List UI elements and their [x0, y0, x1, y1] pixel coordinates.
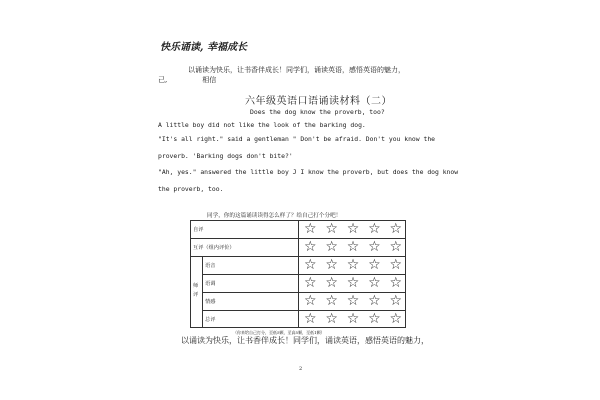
intro-line-1: 以诵读为快乐，让书香伴成长！同学们，诵读英语，感悟英语的魅力， — [188, 66, 405, 74]
star-icon[interactable]: ☆ — [346, 311, 360, 327]
page-number: 2 — [299, 366, 303, 372]
star-icon[interactable]: ☆ — [389, 311, 402, 327]
star-icon[interactable]: ☆ — [346, 221, 360, 237]
english-line-2: "It's all right." said a gentleman " Don't be afraid. Don't you know the — [158, 135, 436, 143]
star-row-overall — [304, 312, 402, 326]
table-caption: 同学，你的这篇诵读读得怎么样了？给自己打个分吧！ — [207, 213, 342, 219]
english-line-5: the proverb, too. — [158, 185, 224, 193]
slogan-bottom: 以诵读为快乐，让书香伴成长！同学们，诵读英语，感悟英语的魅力， — [181, 336, 429, 345]
star-row-emotion — [304, 294, 402, 308]
star-icon[interactable]: ☆ — [368, 293, 381, 309]
table-footnote: （你来给自己打分，至低5颗，至高5颗，至低1颗） — [233, 330, 325, 335]
intro-line-2: 己, 相信 — [158, 76, 217, 84]
star-icon[interactable]: ☆ — [368, 257, 381, 273]
star-icon[interactable]: ☆ — [368, 275, 381, 291]
star-icon[interactable]: ☆ — [304, 221, 317, 237]
star-icon[interactable]: ☆ — [304, 257, 317, 273]
star-row-pronunciation — [304, 258, 402, 272]
star-icon[interactable]: ☆ — [389, 239, 402, 255]
star-icon[interactable]: ☆ — [346, 239, 360, 255]
star-icon[interactable]: ☆ — [304, 293, 317, 309]
star-row-intonation — [304, 276, 402, 290]
star-icon[interactable]: ☆ — [368, 221, 381, 237]
star-row-peer — [304, 240, 402, 254]
english-line-1: A little boy did not like the look of the barking dog. — [158, 121, 366, 129]
evaluation-table — [190, 220, 406, 328]
star-icon[interactable]: ☆ — [325, 239, 338, 255]
slogan-heading: 快乐诵读, 幸福成长 — [160, 42, 247, 53]
star-icon[interactable]: ☆ — [325, 293, 338, 309]
self-eval-label: 自评 — [193, 227, 204, 233]
star-icon[interactable]: ☆ — [325, 311, 338, 327]
teacher-item-emotion: 情感 — [205, 299, 216, 305]
star-row-self — [304, 222, 402, 236]
teacher-item-intonation: 语调 — [205, 281, 216, 287]
star-icon[interactable]: ☆ — [304, 311, 317, 327]
star-icon[interactable]: ☆ — [325, 257, 338, 273]
english-line-4: "Ah, yes." answered the little boy J I know the proverb, but does the dog know — [158, 168, 459, 176]
star-icon[interactable]: ☆ — [346, 257, 360, 273]
star-icon[interactable]: ☆ — [389, 221, 402, 237]
star-icon[interactable]: ☆ — [368, 311, 381, 327]
star-icon[interactable]: ☆ — [346, 275, 360, 291]
star-icon[interactable]: ☆ — [389, 293, 402, 309]
teacher-eval-label: 师评 — [193, 283, 199, 298]
english-subtitle: Does the dog know the proverb, too? — [250, 108, 385, 116]
star-icon[interactable]: ☆ — [346, 293, 360, 309]
teacher-item-pronunciation: 语音 — [205, 263, 216, 269]
star-icon[interactable]: ☆ — [325, 221, 338, 237]
star-icon[interactable]: ☆ — [389, 275, 402, 291]
star-icon[interactable]: ☆ — [325, 275, 338, 291]
star-icon[interactable]: ☆ — [304, 275, 317, 291]
star-icon[interactable]: ☆ — [368, 239, 381, 255]
peer-eval-label: 互评（组内评价） — [193, 245, 235, 251]
star-icon[interactable]: ☆ — [304, 239, 317, 255]
star-icon[interactable]: ☆ — [389, 257, 402, 273]
english-line-3: proverb. 'Barking dogs don't bite?' — [158, 152, 293, 160]
teacher-item-overall: 总评 — [205, 317, 216, 323]
teacher-column-divider — [202, 256, 203, 328]
page-title: 六年级英语口语诵读材料（二） — [245, 96, 392, 107]
